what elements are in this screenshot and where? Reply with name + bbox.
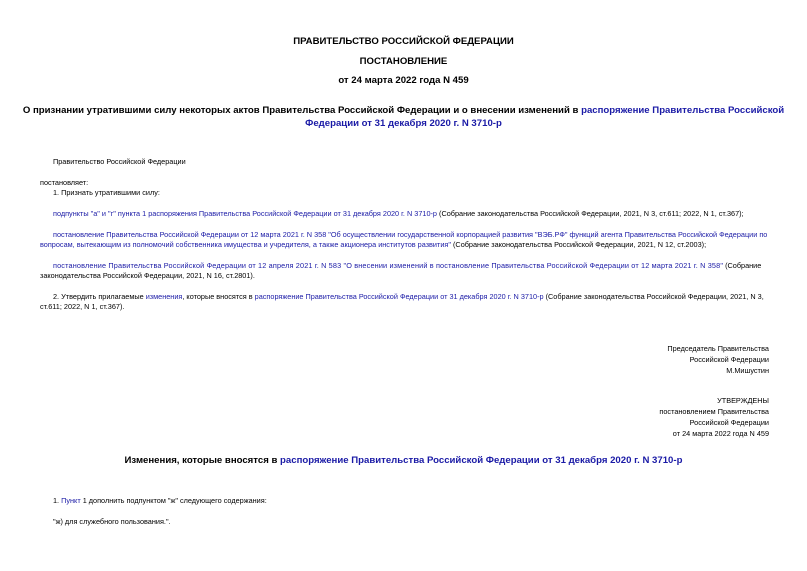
item1-c-link[interactable]: постановление Правительства Российской Федерации от 12 апреля 2021 г. N 583 "О внесении изменений в постановление Правительства Российской Федерации от 12 марта 2021 г. N 358": [53, 261, 724, 270]
signature-line2: Российской Федерации: [689, 355, 769, 364]
item1-a-link[interactable]: подпункты "а" и "г" пункта 1 распоряжения Правительства Российской Федерации от 31 декабря 2020 г. N 3710-р: [53, 209, 437, 218]
changes-item2: "ж) для служебного пользования.".: [53, 517, 171, 526]
document-title: [0, 104, 807, 130]
item1-b-link-line1[interactable]: постановление Правительства Российской Федерации от 12 марта 2021 г. N 358 "Об осуществлении государственной корпорацией развития "ВЭБ.РФ" функций агента Правительства Российской Федерации по: [53, 230, 768, 239]
changes-title: [0, 455, 807, 466]
changes-p1-pre: 1.: [53, 496, 62, 505]
title-link-line2[interactable]: Федерации от 31 декабря 2020 г. N 3710-р: [305, 118, 502, 129]
approved-line2: постановлением Правительства: [659, 407, 769, 416]
signature-line1: Председатель Правительства: [667, 344, 769, 353]
changes-title-link[interactable]: распоряжение Правительства Российской Федерации от 31 декабря 2020 г. N 3710-р: [280, 455, 683, 466]
title-link-line1[interactable]: распоряжение Правительства Российской: [581, 105, 785, 116]
changes-p1-link[interactable]: Пункт: [61, 496, 81, 505]
changes-item1: [53, 495, 267, 506]
approved-block: [659, 395, 769, 439]
item2-p1: 2. Утвердить прилагаемые: [53, 292, 146, 301]
date-number: от 24 марта 2022 года N 459: [338, 75, 469, 86]
item2-p2: , которые вносятся в: [182, 292, 255, 301]
item2-p3: (Собрание законодательства Российской Федерации, 2021, N 3,: [543, 292, 764, 301]
item2-link-decree[interactable]: распоряжение Правительства Российской Федерации от 31 декабря 2020 г. N 3710-р: [254, 292, 544, 301]
approved-line4: от 24 марта 2022 года N 459: [672, 429, 769, 438]
item1-a-rest: (Собрание законодательства Российской Федерации, 2021, N 3, ст.611; 2022, N 1, ст.367);: [437, 209, 744, 218]
item1-b-line2: [40, 239, 706, 250]
item2-line1: [53, 291, 764, 302]
item1-heading: 1. Признать утратившими силу:: [53, 188, 160, 197]
item1-c-line2: законодательства Российской Федерации, 2021, N 16, ст.2801).: [40, 271, 255, 280]
approved-line3: Российской Федерации: [689, 418, 769, 427]
government-rf: Правительство Российской Федерации: [53, 157, 186, 166]
item1-b-link-line2[interactable]: вопросам, вытекающим из полномочий собственника имущества и учредителя, а также акционера институтов развития": [40, 240, 451, 249]
changes-title-text: Изменения, которые вносятся в: [124, 455, 281, 466]
doc-type-heading: ПОСТАНОВЛЕНИЕ: [359, 56, 448, 67]
item1-c-rest1: (Собрание: [723, 261, 762, 270]
approved-line1: УТВЕРЖДЕНЫ: [717, 396, 769, 405]
item1-b-rest: (Собрание законодательства Российской Федерации, 2021, N 12, ст.2003);: [450, 240, 707, 249]
signature-block: [667, 343, 769, 376]
item2-link-changes[interactable]: изменения: [145, 292, 183, 301]
item1-a: [53, 208, 744, 219]
decrees-text: постановляет:: [40, 178, 89, 187]
government-heading: ПРАВИТЕЛЬСТВО РОССИЙСКОЙ ФЕДЕРАЦИИ: [293, 36, 514, 47]
item2-line2: ст.611; 2022, N 1, ст.367).: [40, 302, 125, 311]
title-text: О признании утратившими силу некоторых актов Правительства Российской Федерации и о внесении изменений в: [22, 105, 582, 116]
changes-p1-rest: 1 дополнить подпунктом "ж" следующего содержания:: [80, 496, 267, 505]
signature-line3: М.Мишустин: [726, 366, 769, 375]
